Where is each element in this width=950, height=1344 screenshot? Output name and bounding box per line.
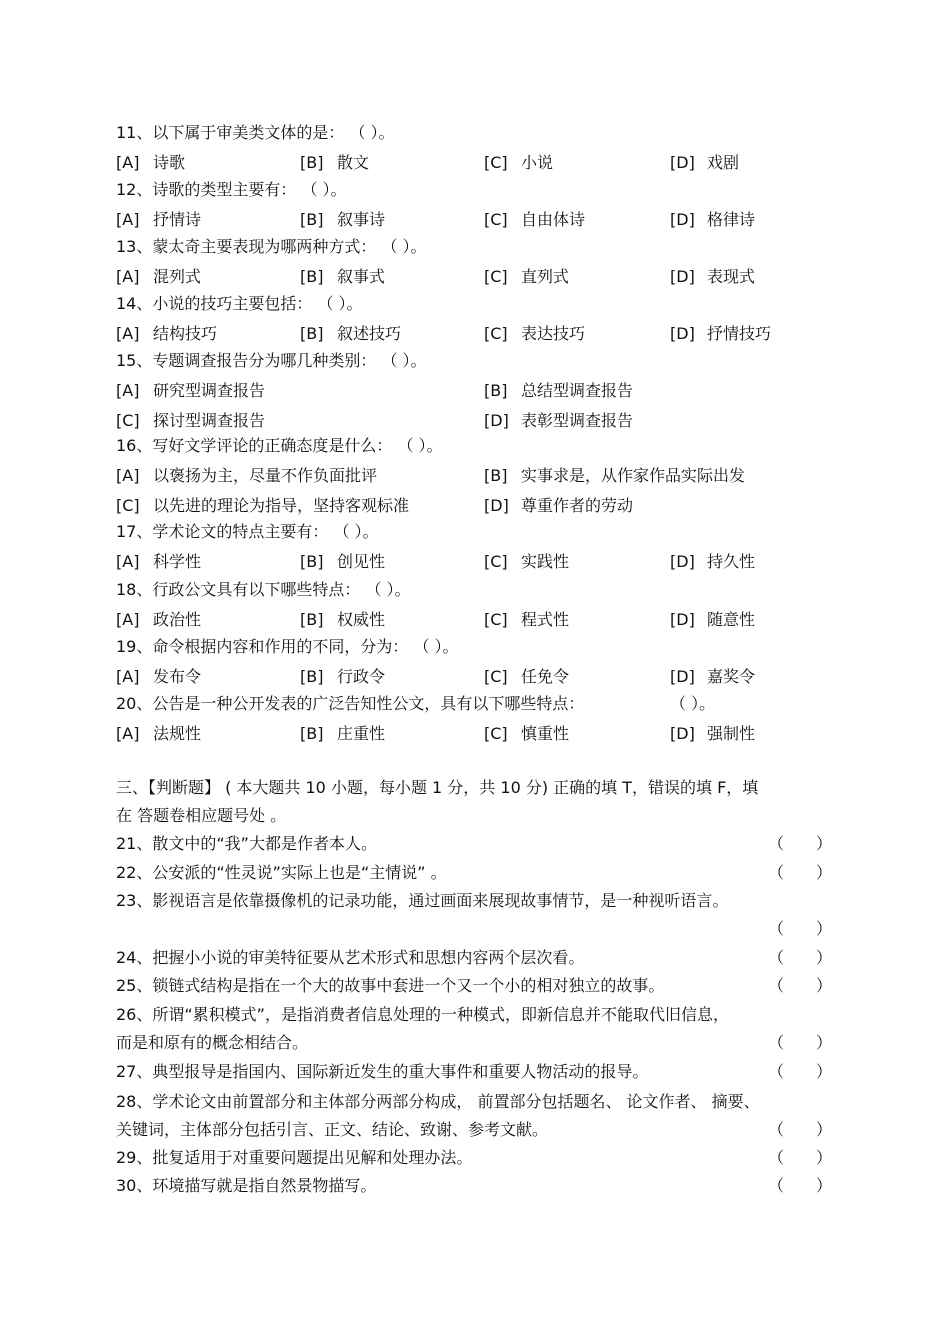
option-13-d: [D] 表现式 <box>670 267 756 286</box>
option-11-a: [A] 诗歌 <box>116 153 186 172</box>
question-18: 18、行政公文具有以下哪些特点： （ ）。 <box>116 580 411 599</box>
option-13-c: [C] 直列式 <box>484 267 570 286</box>
option-11-b: [B] 散文 <box>300 153 370 172</box>
option-14-a: [A] 结构技巧 <box>116 324 218 343</box>
option-19-d: [D] 嘉奖令 <box>670 667 756 686</box>
judge-28-cont: 关键词，主体部分包括引言、正文、结论、致谢、参考文献。 <box>116 1120 549 1139</box>
option-19-a: [A] 发布令 <box>116 667 202 686</box>
judge-30: 30、环境描写就是指自然景物描写。 <box>116 1176 377 1195</box>
option-13-b: [B] 叙事式 <box>300 267 386 286</box>
option-18-a: [A] 政治性 <box>116 610 202 629</box>
option-17-a: [A] 科学性 <box>116 552 202 571</box>
option-12-d: [D] 格律诗 <box>670 210 756 229</box>
judge-26: 26、所谓“累积模式”，是指消费者信息处理的一种模式，即新信息并不能取代旧信息， <box>116 1005 729 1024</box>
option-18-c: [C] 程式性 <box>484 610 570 629</box>
question-17: 17、学术论文的特点主要有： （ ）。 <box>116 522 379 541</box>
option-17-d: [D] 持久性 <box>670 552 756 571</box>
option-17-b: [B] 创见性 <box>300 552 386 571</box>
question-11: 11、以下属于审美类文体的是： （ ）。 <box>116 123 395 142</box>
judge-25: 25、锁链式结构是指在一个大的故事中套进一个又一个小的相对独立的故事。 <box>116 976 665 995</box>
option-15-c: [C] 探讨型调查报告 <box>116 411 266 430</box>
option-16-c: [C] 以先进的理论为指导，坚持客观标准 <box>116 496 410 515</box>
judge-24: 24、把握小小说的审美特征要从艺术形式和思想内容两个层次看。 <box>116 948 585 967</box>
option-20-b: [B] 庄重性 <box>300 724 386 743</box>
judge-22: 22、公安派的“性灵说”实际上也是“主情说” 。 <box>116 863 447 882</box>
option-12-b: [B] 叙事诗 <box>300 210 386 229</box>
option-12-c: [C] 自由体诗 <box>484 210 586 229</box>
option-16-b: [B] 实事求是，从作家作品实际出发 <box>484 466 746 485</box>
question-12: 12、诗歌的类型主要有： （ ）。 <box>116 180 347 199</box>
judge-28: 28、学术论文由前置部分和主体部分两部分构成， 前置部分包括题名、 论文作者、 摘要、 <box>116 1092 760 1111</box>
question-15: 15、专题调查报告分为哪几种类别： （ ）。 <box>116 351 427 370</box>
option-14-c: [C] 表达技巧 <box>484 324 586 343</box>
question-20: 20、公告是一种公开发表的广泛告知性公文，具有以下哪些特点： <box>116 694 585 713</box>
question-16: 16、写好文学评论的正确态度是什么： （ ）。 <box>116 436 443 455</box>
question-13: 13、蒙太奇主要表现为哪两种方式： （ ）。 <box>116 237 427 256</box>
judge-29: 29、批复适用于对重要问题提出见解和处理办法。 <box>116 1148 473 1167</box>
question-14: 14、小说的技巧主要包括： （ ）。 <box>116 294 363 313</box>
option-20-d: [D] 强制性 <box>670 724 756 743</box>
option-14-d: [D] 抒情技巧 <box>670 324 772 343</box>
option-12-a: [A] 抒情诗 <box>116 210 202 229</box>
option-20-a: [A] 法规性 <box>116 724 202 743</box>
option-13-a: [A] 混列式 <box>116 267 202 286</box>
option-19-c: [C] 任免令 <box>484 667 570 686</box>
option-15-d: [D] 表彰型调查报告 <box>484 411 634 430</box>
judge-21: 21、散文中的“我”大都是作者本人。 <box>116 834 377 853</box>
option-11-c: [C] 小说 <box>484 153 554 172</box>
option-19-b: [B] 行政令 <box>300 667 386 686</box>
option-18-d: [D] 随意性 <box>670 610 756 629</box>
question-19: 19、命令根据内容和作用的不同，分为： （ ）。 <box>116 637 459 656</box>
judge-27: 27、典型报导是指国内、国际新近发生的重大事件和重要人物活动的报导。 <box>116 1062 649 1081</box>
judge-26-cont: 而是和原有的概念相结合。 <box>116 1033 309 1052</box>
option-16-a: [A] 以褒扬为主，尽量不作负面批评 <box>116 466 378 485</box>
option-15-a: [A] 研究型调查报告 <box>116 381 266 400</box>
section-3-heading: 三、【判断题】 ( 本大题共 10 小题，每小题 1 分，共 10 分) 正确的填 T，错误的填 F，填 <box>116 778 759 797</box>
judge-23: 23、影视语言是依靠摄像机的记录功能，通过画面来展现故事情节，是一种视听语言。 <box>116 891 729 910</box>
option-18-b: [B] 权威性 <box>300 610 386 629</box>
section-3-heading-cont: 在 答题卷相应题号处 。 <box>116 806 287 825</box>
question-20-paren: （ ）。 <box>670 694 716 713</box>
option-11-d: [D] 戏剧 <box>670 153 740 172</box>
option-15-b: [B] 总结型调查报告 <box>484 381 634 400</box>
option-14-b: [B] 叙述技巧 <box>300 324 402 343</box>
option-17-c: [C] 实践性 <box>484 552 570 571</box>
option-20-c: [C] 慎重性 <box>484 724 570 743</box>
option-16-d: [D] 尊重作者的劳动 <box>484 496 634 515</box>
